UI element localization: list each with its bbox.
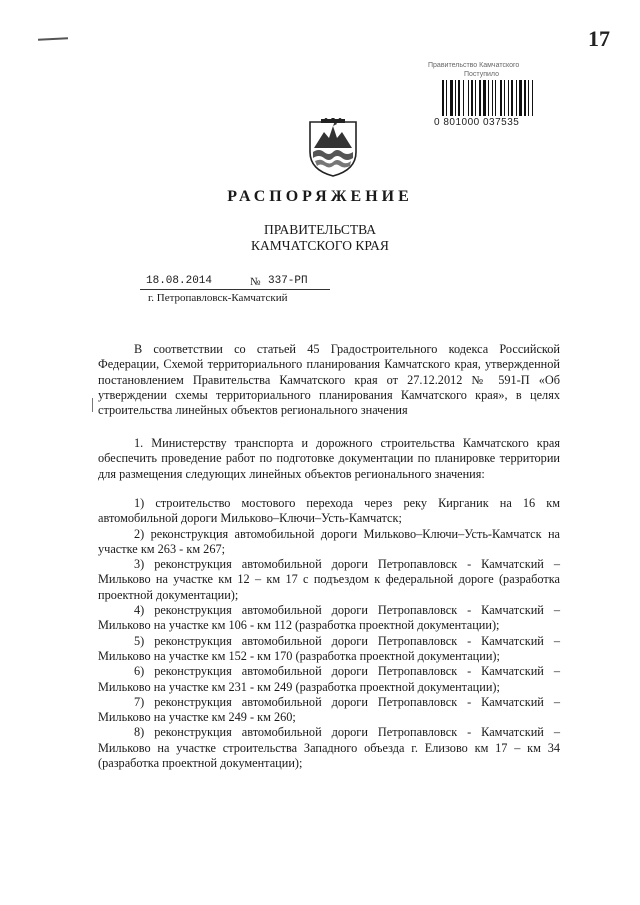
date-underline (140, 289, 330, 290)
number-label: № (250, 276, 261, 288)
page-number: 17 (588, 26, 610, 51)
authority-line-1: ПРАВИТЕЛЬСТВА (263, 222, 377, 237)
list-item: 4) реконструкция автомобильной дороги Петропавловск - Камчатский – Мильково на участке км 106 - км 112 (разработка проектной документации); (98, 603, 560, 633)
list-item: 3) реконструкция автомобильной дороги Петропавловск - Камчатский – Мильково на участке км 12 – км 17 с подъездом к федеральной дороге (разработка проектной документации); (98, 557, 560, 602)
registration-stamp (428, 62, 568, 128)
linear-objects-list (98, 496, 560, 771)
barcode-icon (442, 80, 558, 116)
margin-tick-mark (92, 398, 93, 412)
barcode-caption: Правительство Камчатского (428, 62, 520, 69)
list-item: 6) реконструкция автомобильной дороги Петропавловск - Камчатский – Мильково на участке км 231 - км 249 (разработка проектной документации); (98, 664, 560, 694)
clause-1-paragraph: 1. Министерству транспорта и дорожного строительства Камчатского края обеспечить проведение работ по подготовке документации по планировке территории для размещения следующих линейных объектов регионального значения: (98, 436, 560, 481)
document-date: 18.08.2014 (146, 275, 213, 287)
document-number: 337-РП (268, 275, 308, 287)
issuing-authority (0, 222, 640, 254)
corner-pen-mark (38, 37, 68, 41)
authority-line-2: КАМЧАТСКОГО КРАЯ (251, 238, 389, 253)
list-item: 7) реконструкция автомобильной дороги Петропавловск - Камчатский – Мильково на участке км 249 - км 260; (98, 694, 560, 725)
list-item: 1) строительство мостового перехода через реку Кирганик на 16 км автомобильной дороги Мильково–Ключи–Усть-Камчатск; (98, 496, 560, 526)
list-item: 8) реконструкция автомобильной дороги Петропавловск - Камчатский – Мильково на участке строительства Западного объезда г. Елизово км 17 – км 34 (разработка проектной документации); (98, 725, 560, 771)
kamchatka-coat-of-arms-icon (306, 118, 360, 178)
list-item: 2) реконструкция автомобильной дороги Мильково–Ключи–Усть-Камчатск на участке км 263 - км 267; (98, 526, 560, 556)
list-item: 5) реконструкция автомобильной дороги Петропавловск - Камчатский – Мильково на участке км 152 - км 170 (разработка проектной документации); (98, 633, 560, 663)
barcode-number: 0 801000 037535 (434, 117, 520, 128)
place-of-issue: г. Петропавловск-Камчатский (148, 292, 288, 304)
preamble-paragraph: В соответствии со статьей 45 Градостроительного кодекса Российской Федерации, Схемой территориального планирования Камчатского края, утвержденной постановлением Правительства Камчатского края от 27.12.2012 № 591-П «Об утверждении схемы территориального планирования Камчатского края», в целях строительства линейных объектов регионального значения (98, 342, 560, 418)
document-title: РАСПОРЯЖЕНИЕ (227, 188, 413, 205)
barcode-caption-received: Поступило (464, 71, 499, 78)
